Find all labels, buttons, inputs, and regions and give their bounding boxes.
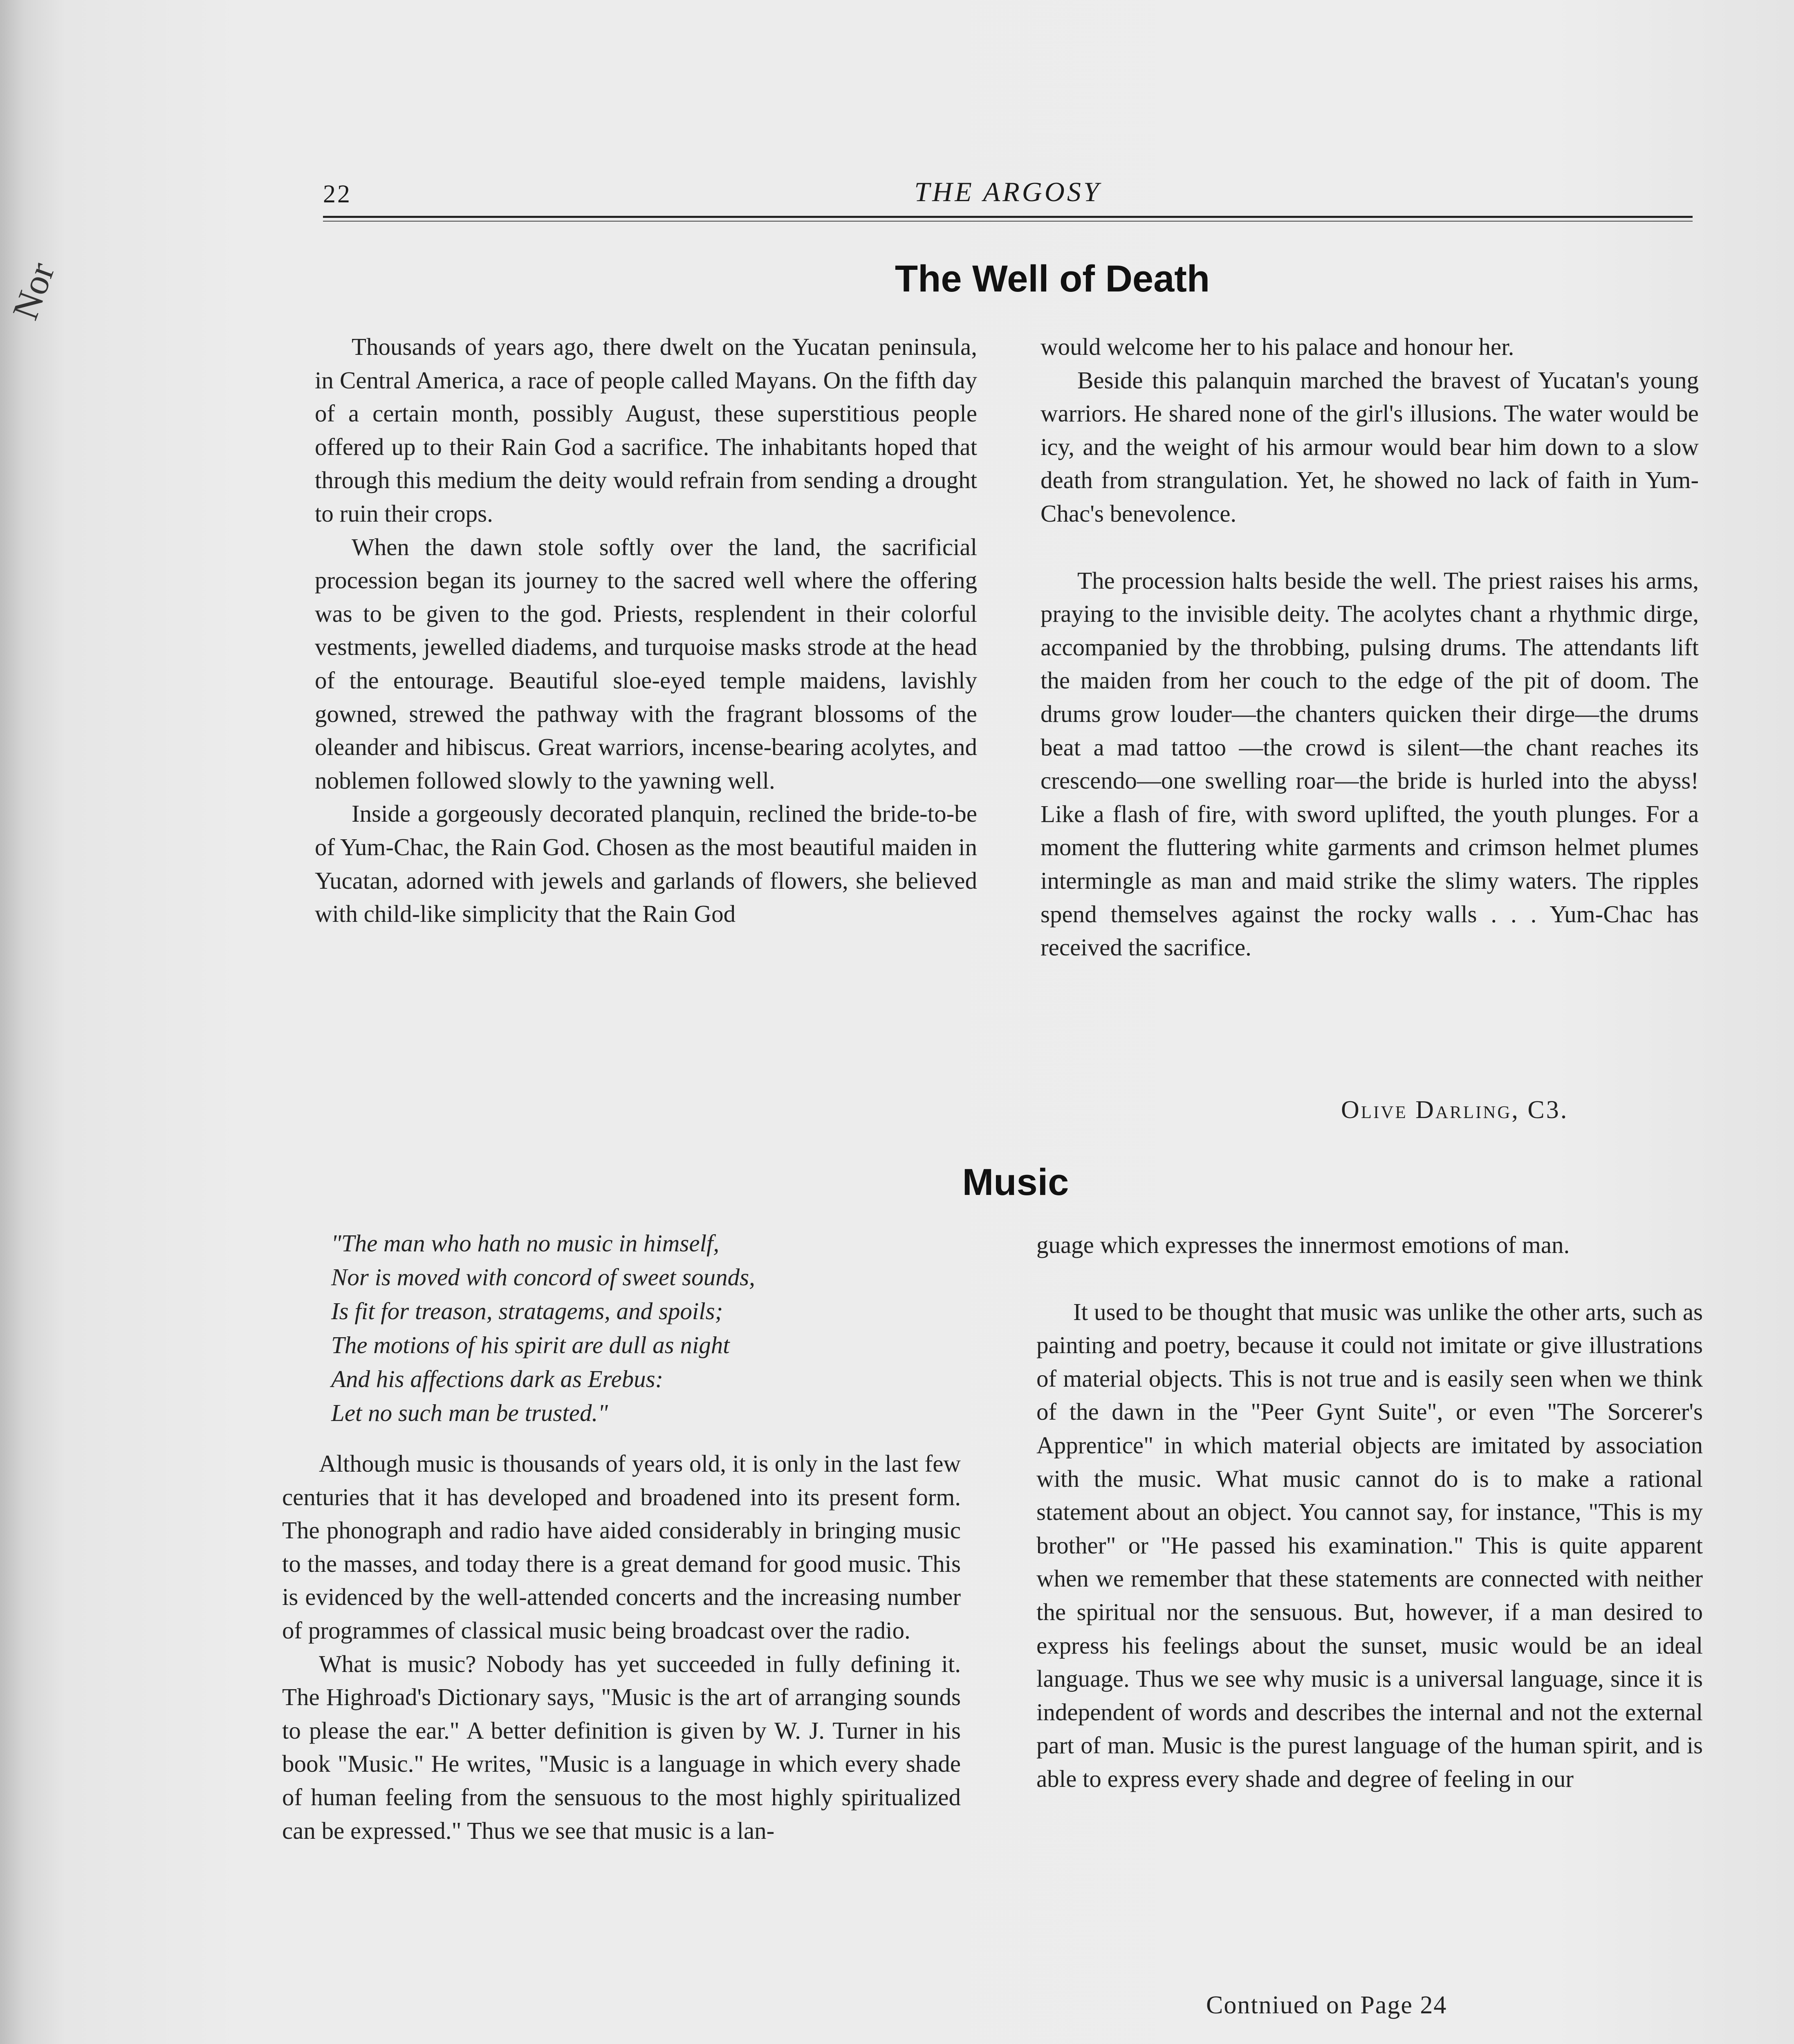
- spine-fragment: Nor: [4, 257, 63, 325]
- article-title-music: Music: [962, 1161, 1069, 1203]
- epigraph-poem: [331, 1226, 944, 1430]
- well-of-death-column-1: [315, 330, 977, 931]
- running-head: THE ARGOSY: [914, 176, 1101, 207]
- paragraph: It used to be thought that music was unlike the other arts, such as painting and poetry, because it could not imitate or give illustrations of material objects. This is not true and is easily seen when we think of the dawn in the "Peer Gynt Suite", or even "The Sorcerer's Apprentice" in which material objects are imitated by association with the music. What music cannot do is to make a rational statement about an object. You cannot say, for instance, "This is my brother" or "He passed his examination." This is quite apparent when we remember that these statements are connected with neither the spiritual nor the sensuous. But, however, if a man desired to express his feelings about the sunset, music would be an ideal language. Thus we see why music is a universal language, since it is independent of words and describes the internal and not the external part of man. Music is the purest language of the human spirit, and is able to express every shade and degree of feeling in our: [1036, 1298, 1703, 1792]
- paragraph: Thousands of years ago, there dwelt on the Yucatan peninsula, in Central America, a race of people called Mayans. On the fifth day of a certain month, possibly August, these superstitious people offered up to their Rain God a sacrifice. The inhabitants hoped that through this medium the deity would refrain from sending a drought to ruin their crops.: [315, 333, 977, 527]
- paragraph: Beside this palanquin marched the bravest of Yucatan's young warriors. He shared none of the girl's illusions. The water would be icy, and the weight of his armour would bear him down to a slow death from strangulation. Yet, he showed no lack of faith in Yum-Chac's benevolence.: [1041, 366, 1699, 527]
- paragraph: guage which expresses the innermost emotions of man.: [1036, 1231, 1570, 1258]
- music-column-1: [282, 1447, 961, 1847]
- author-signature: Olive Darling, C3.: [1341, 1096, 1569, 1124]
- page-number: 22: [323, 180, 352, 208]
- continued-notice: Contniued on Page 24: [1206, 1991, 1447, 2019]
- paragraph: Inside a gorgeously decorated planquin, reclined the bride-to-be of Yum-Chac, the Rain God. Chosen as the most beautiful maiden in Yucatan, adorned with jewels and garlands of flowers, she believed with child-like simplicity that the Rain God: [315, 800, 977, 928]
- well-of-death-column-2: [1041, 330, 1699, 964]
- poem-line: Let no such man be trusted.": [331, 1399, 608, 1426]
- header-rule: [323, 216, 1693, 218]
- poem-line: And his affections dark as Erebus:: [331, 1365, 664, 1392]
- paragraph: Although music is thousands of years old, it is only in the last few centuries that it has developed and broadened into its present form. The phonograph and radio have aided considerably in bringing music to the masses, and today there is a great demand for good music. This is evidenced by the well-attended concerts and the increasing number of programmes of classical music being broadcast over the radio.: [282, 1450, 961, 1644]
- paragraph: would welcome her to his palace and honour her.: [1041, 333, 1514, 360]
- article-title-well-of-death: The Well of Death: [895, 258, 1210, 300]
- paragraph: The procession halts beside the well. The priest raises his arms, praying to the invisible deity. The acolytes chant a rhythmic dirge, accompanied by the throbbing, pulsing drums. The attendants lift the maiden from her couch to the edge of the pit of doom. The drums grow louder—the chanters quicken their dirge—the drums beat a mad tattoo —the crowd is silent—the chant reaches its crescendo—one swelling roar—the bride is hurled into the abyss! Like a flash of fire, with sword uplifted, the youth plunges. For a moment the fluttering white garments and crimson helmet plumes intermingle as man and maid strike the slimy waters. The ripples spend themselves against the rocky walls . . . Yum-Chac has received the sacrifice.: [1041, 567, 1699, 961]
- page-header: [323, 172, 1693, 217]
- music-column-2: [1036, 1228, 1703, 1796]
- poem-line: The motions of his spirit are dull as night: [331, 1331, 730, 1358]
- poem-line: Nor is moved with concord of sweet sounds,: [331, 1264, 755, 1291]
- poem-line: Is fit for treason, stratagems, and spoils;: [331, 1298, 723, 1325]
- poem-line: "The man who hath no music in himself,: [331, 1230, 720, 1257]
- paragraph: What is music? Nobody has yet succeeded in fully defining it. The Highroad's Dictionary says, "Music is the art of arranging sounds to please the ear." A better definition is given by W. J. Turner in his book "Music." He writes, "Music is a language in which every shade of human feeling from the sensuous to the most highly spiritualized can be expressed." Thus we see that music is a lan-: [282, 1650, 961, 1844]
- paragraph: When the dawn stole softly over the land, the sacrificial procession began its journey to the sacred well where the offering was to be given to the god. Priests, resplendent in their colorful vestments, jewelled diadems, and turquoise masks strode at the head of the entourage. Beautiful sloe-eyed temple maidens, lavishly gowned, strewed the pathway with the fragrant blossoms of the oleander and hibiscus. Great warriors, incense-bearing acolytes, and noblemen followed slowly to the yawning well.: [315, 533, 977, 794]
- header-rule-thin: [323, 221, 1693, 222]
